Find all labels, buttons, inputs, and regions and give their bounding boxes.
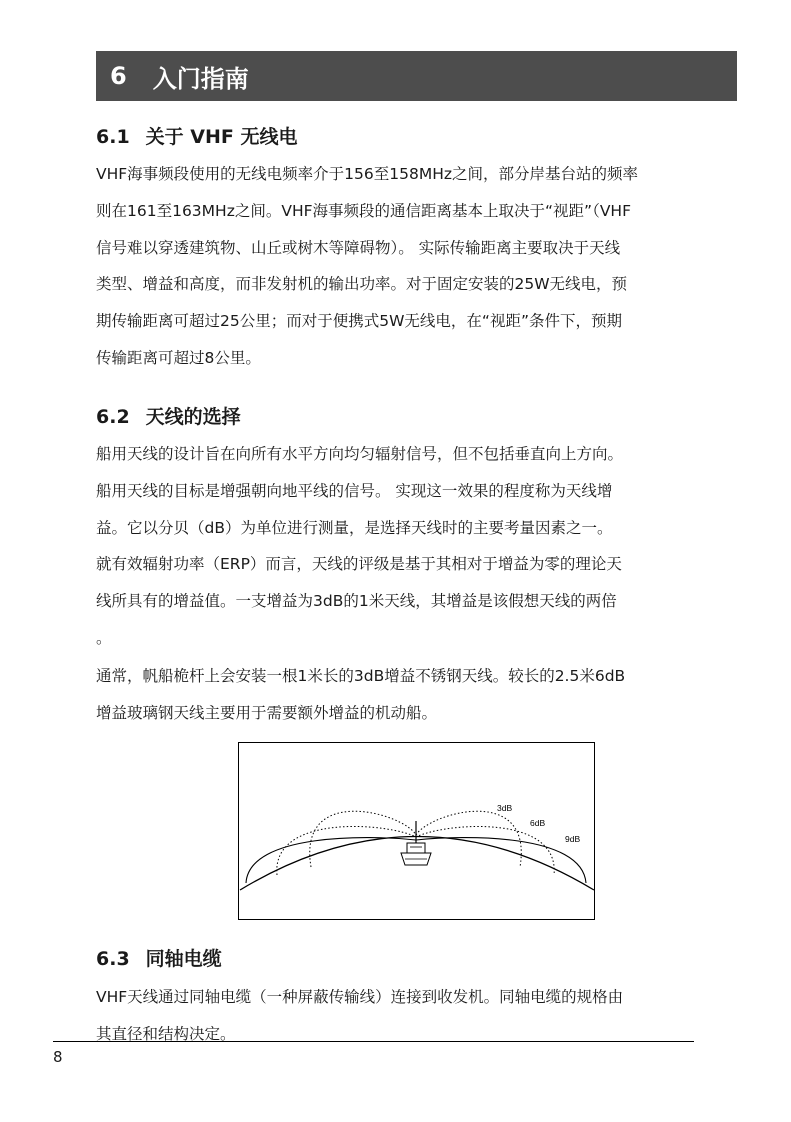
chapter-title: 入门指南: [152, 64, 249, 93]
section-number: 6.2: [96, 406, 130, 428]
text-line: 其直径和结构决定。: [96, 1024, 236, 1043]
paragraph-antenna-types: [96, 658, 741, 732]
section-heading-6-3: [96, 944, 222, 971]
text-line: 船用天线的目标是增强朝向地平线的信号。 实现这一效果的程度称为天线增: [96, 481, 613, 500]
paragraph-antenna-selection: [96, 436, 741, 657]
section-title: 天线的选择: [145, 406, 241, 428]
text-line: 期传输距离可超过25公里；而对于便携式5W无线电，在“视距”条件下，预期: [96, 312, 622, 331]
text-line: 。: [96, 628, 112, 647]
text-line: 传输距离可超过8公里。: [96, 348, 261, 367]
text-line: 类型、增益和高度，而非发射机的输出功率。对于固定安装的25W无线电，预: [96, 275, 628, 294]
label-6db: 6dB: [530, 818, 546, 828]
section-title: 关于 VHF 无线电: [145, 126, 298, 148]
text-line: 益。它以分贝（dB）为单位进行测量，是选择天线时的主要考量因素之一。: [96, 518, 613, 537]
section-number: 6.1: [96, 126, 130, 148]
label-9db: 9dB: [565, 834, 581, 844]
paragraph-about-vhf: [96, 156, 741, 377]
text-line: 就有效辐射功率（ERP）而言，天线的评级是基于其相对于增益为零的理论天: [96, 555, 622, 574]
radiation-pattern-diagram: [239, 743, 596, 921]
chapter-number: 6: [110, 62, 127, 90]
text-line: 通常，帆船桅杆上会安装一根1米长的3dB增益不锈钢天线。较长的2.5米6dB: [96, 667, 626, 685]
text-line: 船用天线的设计旨在向所有水平方向均匀辐射信号，但不包括垂直向上方向。: [96, 445, 624, 463]
text-line: VHF海事频段使用的无线电频率介于156至158MHz之间，部分岸基台站的频率: [96, 165, 639, 183]
text-line: 增益玻璃钢天线主要用于需要额外增益的机动船。: [96, 703, 438, 722]
page-number: 8: [53, 1048, 63, 1066]
antenna-gain-figure: [238, 742, 595, 920]
section-number: 6.3: [96, 948, 130, 970]
section-heading-6-1: [96, 122, 298, 149]
footer-rule: [53, 1041, 694, 1042]
text-line: 则在161至163MHz之间。VHF海事频段的通信距离基本上取决于“视距”（VHF: [96, 201, 631, 220]
label-3db: 3dB: [497, 803, 513, 813]
text-line: 信号难以穿透建筑物、山丘或树木等障碍物）。 实际传输距离主要取决于天线: [96, 238, 621, 257]
text-line: 线所具有的增益值。一支增益为3dB的1米天线，其增益是该假想天线的两倍: [96, 592, 617, 611]
section-title: 同轴电缆: [145, 948, 222, 970]
text-line: VHF天线通过同轴电缆（一种屏蔽传输线）连接到收发机。同轴电缆的规格由: [96, 988, 624, 1006]
section-heading-6-2: [96, 402, 241, 429]
boat-icon: [401, 843, 431, 865]
chapter-header: [96, 51, 737, 101]
